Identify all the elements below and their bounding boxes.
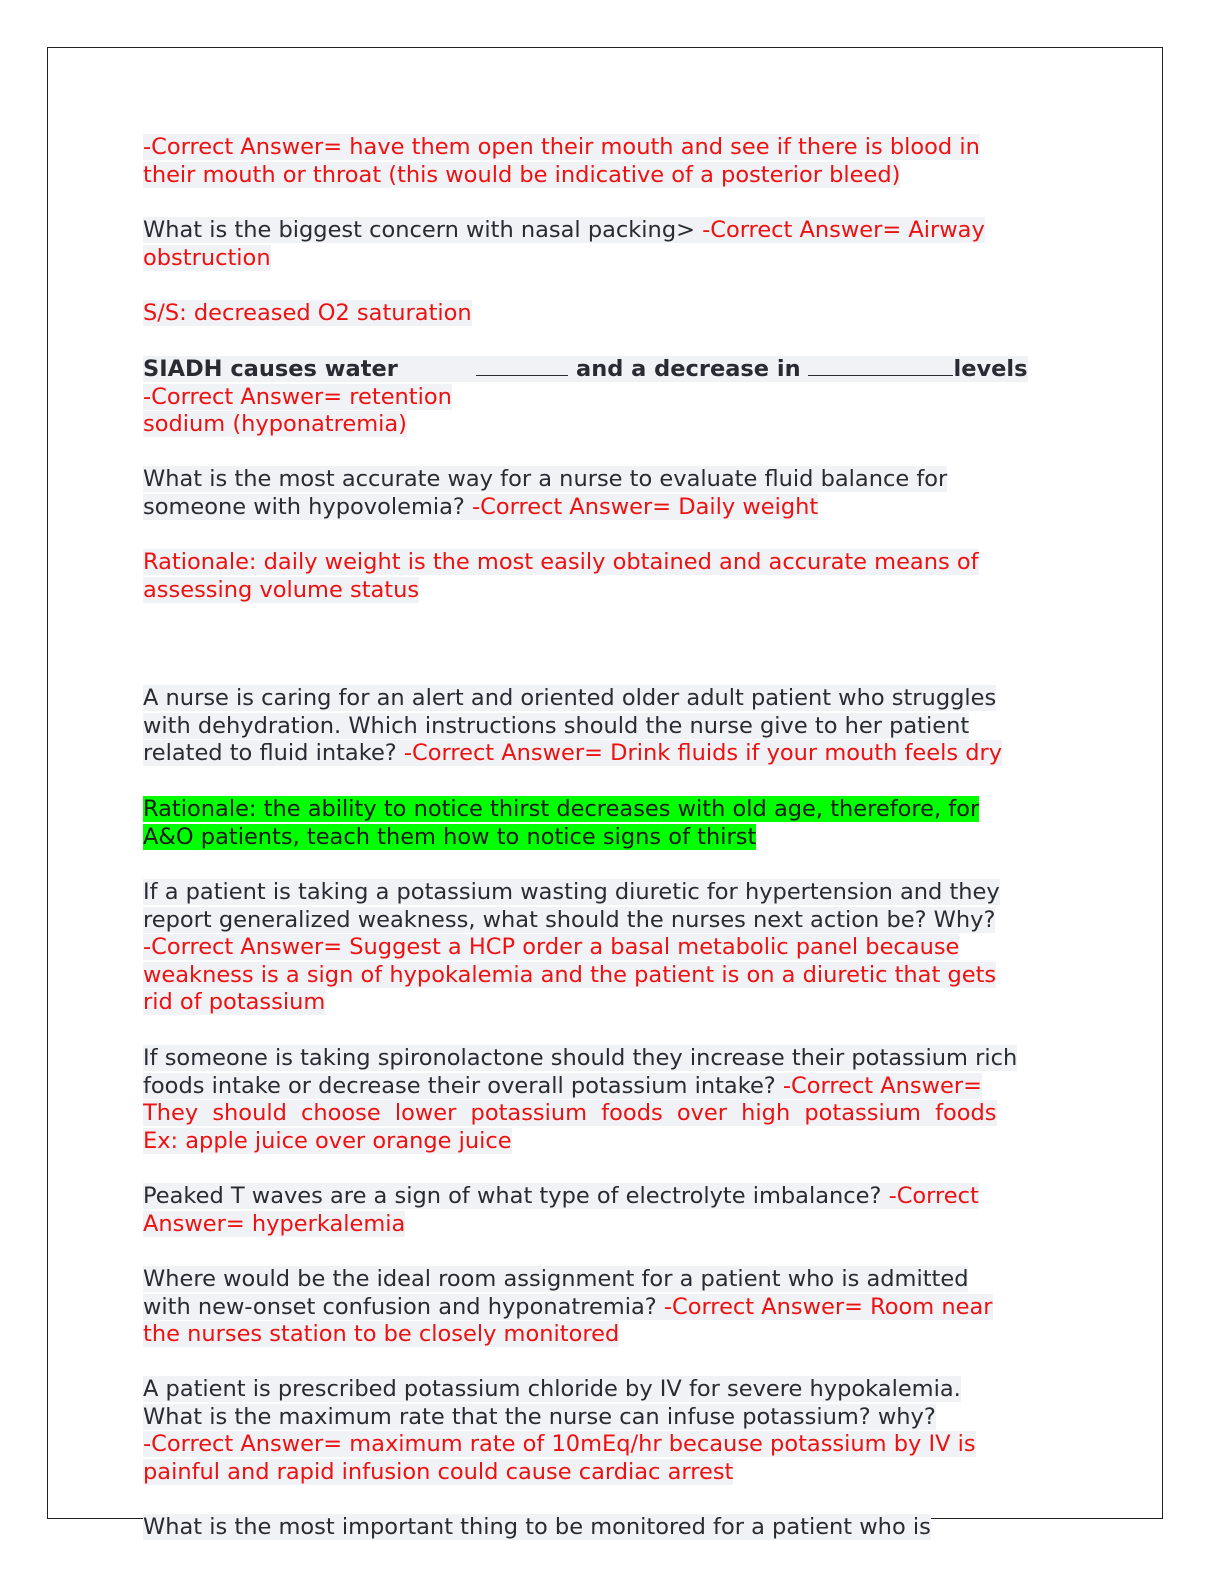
- answer-text: -Correct Answer= Suggest a HCP order a basal metabolic panel because: [143, 934, 960, 961]
- question-cutoff: [143, 1514, 1053, 1542]
- answer-block-bleed: [143, 134, 1053, 189]
- question-text: A patient is prescribed potassium chloride by IV for severe hypokalemia.: [143, 1376, 961, 1402]
- qa-spironolactone: [143, 1045, 1053, 1155]
- question-part1: SIADH causes water: [143, 356, 398, 382]
- qa-siadh: [143, 355, 1053, 439]
- question-text: What is the biggest concern with nasal packing>: [143, 217, 703, 243]
- question-text: Where would be the ideal room assignment for a patient who is admitted: [143, 1266, 969, 1292]
- answer-text-line2: sodium (hyponatremia): [143, 411, 407, 438]
- qa-fluid-balance: [143, 466, 1053, 521]
- rationale-text: Rationale: the ability to notice thirst decreases with old age, therefore, for: [143, 796, 980, 822]
- qa-room-assignment: [143, 1266, 1053, 1349]
- rationale-text-line2: A&O patients, teach them how to notice signs of thirst: [143, 823, 757, 850]
- answer-prefix: -Correct: [888, 1183, 979, 1209]
- rationale-text: Rationale: daily weight is the most easily obtained and accurate means of: [143, 549, 979, 575]
- fill-blank-2: [808, 355, 953, 376]
- question-text: What is the most accurate way for a nurse to evaluate fluid balance for: [143, 466, 948, 492]
- answer-text: have them open their mouth and see if there is blood in: [349, 134, 980, 160]
- question-text-line3: related to fluid intake?: [143, 740, 404, 767]
- qa-nasal-packing: [143, 217, 1053, 272]
- note-signs-symptoms: [143, 300, 1053, 328]
- qa-peaked-t-waves: [143, 1183, 1053, 1238]
- question-part2: and a decrease in: [576, 356, 801, 382]
- answer-text: -Correct Answer= retention: [143, 383, 452, 410]
- answer-text: -Correct Answer= Daily weight: [472, 493, 819, 520]
- question-text-line2: report generalized weakness, what should the nurses next action be? Why?: [143, 906, 996, 933]
- question-text-line2: with dehydration. Which instructions should the nurse give to her patient: [143, 712, 970, 739]
- answer-text-line2: obstruction: [143, 244, 271, 271]
- fill-blank-1: [476, 355, 568, 376]
- answer-text-line2: painful and rapid infusion could cause cardiac arrest: [143, 1458, 734, 1485]
- answer-text: They should choose lower potassium foods over high potassium foods: [143, 1100, 997, 1127]
- question-text: Peaked T waves are a sign of what type of electrolyte imbalance?: [143, 1183, 889, 1209]
- answer-text-line3: rid of potassium: [143, 989, 326, 1016]
- qa-potassium-wasting-diuretic: [143, 879, 1053, 1017]
- answer-text-line2: the nurses station to be closely monitored: [143, 1321, 620, 1348]
- answer-text: -Correct Answer= maximum rate of 10mEq/hr because potassium by IV is: [143, 1431, 976, 1458]
- answer-text: -Correct Answer= Airway: [702, 217, 985, 243]
- question-text: What is the most important thing to be monitored for a patient who is: [143, 1514, 931, 1540]
- rationale-thirst-highlighted: [143, 796, 1053, 851]
- answer-example: Ex: apple juice over orange juice: [143, 1127, 512, 1154]
- rationale-text-line2: assessing volume status: [143, 576, 420, 603]
- question-text: If a patient is taking a potassium wasting diuretic for hypertension and they: [143, 879, 1000, 905]
- note-text: S/S: decreased O2 saturation: [143, 300, 472, 326]
- question-text: If someone is taking spironolactone should they increase their potassium rich: [143, 1045, 1018, 1071]
- question-text-line2: foods intake or decrease their overall potassium intake?: [143, 1072, 783, 1099]
- question-text-line2: What is the maximum rate that the nurse can infuse potassium? why?: [143, 1403, 936, 1430]
- question-text-line2: with new-onset confusion and hyponatremia?: [143, 1293, 664, 1320]
- question-text-line2: someone with hypovolemia?: [143, 493, 473, 520]
- answer-text-line2: weakness is a sign of hypokalemia and the patient is on a diuretic that gets: [143, 961, 997, 988]
- answer-text: Answer= hyperkalemia: [143, 1210, 406, 1237]
- answer-prefix: -Correct Answer=: [143, 134, 350, 160]
- rationale-daily-weight: [143, 549, 1053, 604]
- answer-text-line2: their mouth or throat (this would be indicative of a posterior bleed): [143, 161, 901, 188]
- answer-prefix: -Correct Answer=: [782, 1072, 983, 1099]
- question-text: A nurse is caring for an alert and oriented older adult patient who struggles: [143, 685, 997, 711]
- answer-text: -Correct Answer= Drink fluids if your mouth feels dry: [403, 740, 1003, 767]
- question-part3: levels: [953, 356, 1028, 382]
- qa-dehydration: [143, 685, 1053, 768]
- qa-potassium-chloride-iv: [143, 1376, 1053, 1486]
- answer-text: -Correct Answer= Room near: [663, 1293, 993, 1320]
